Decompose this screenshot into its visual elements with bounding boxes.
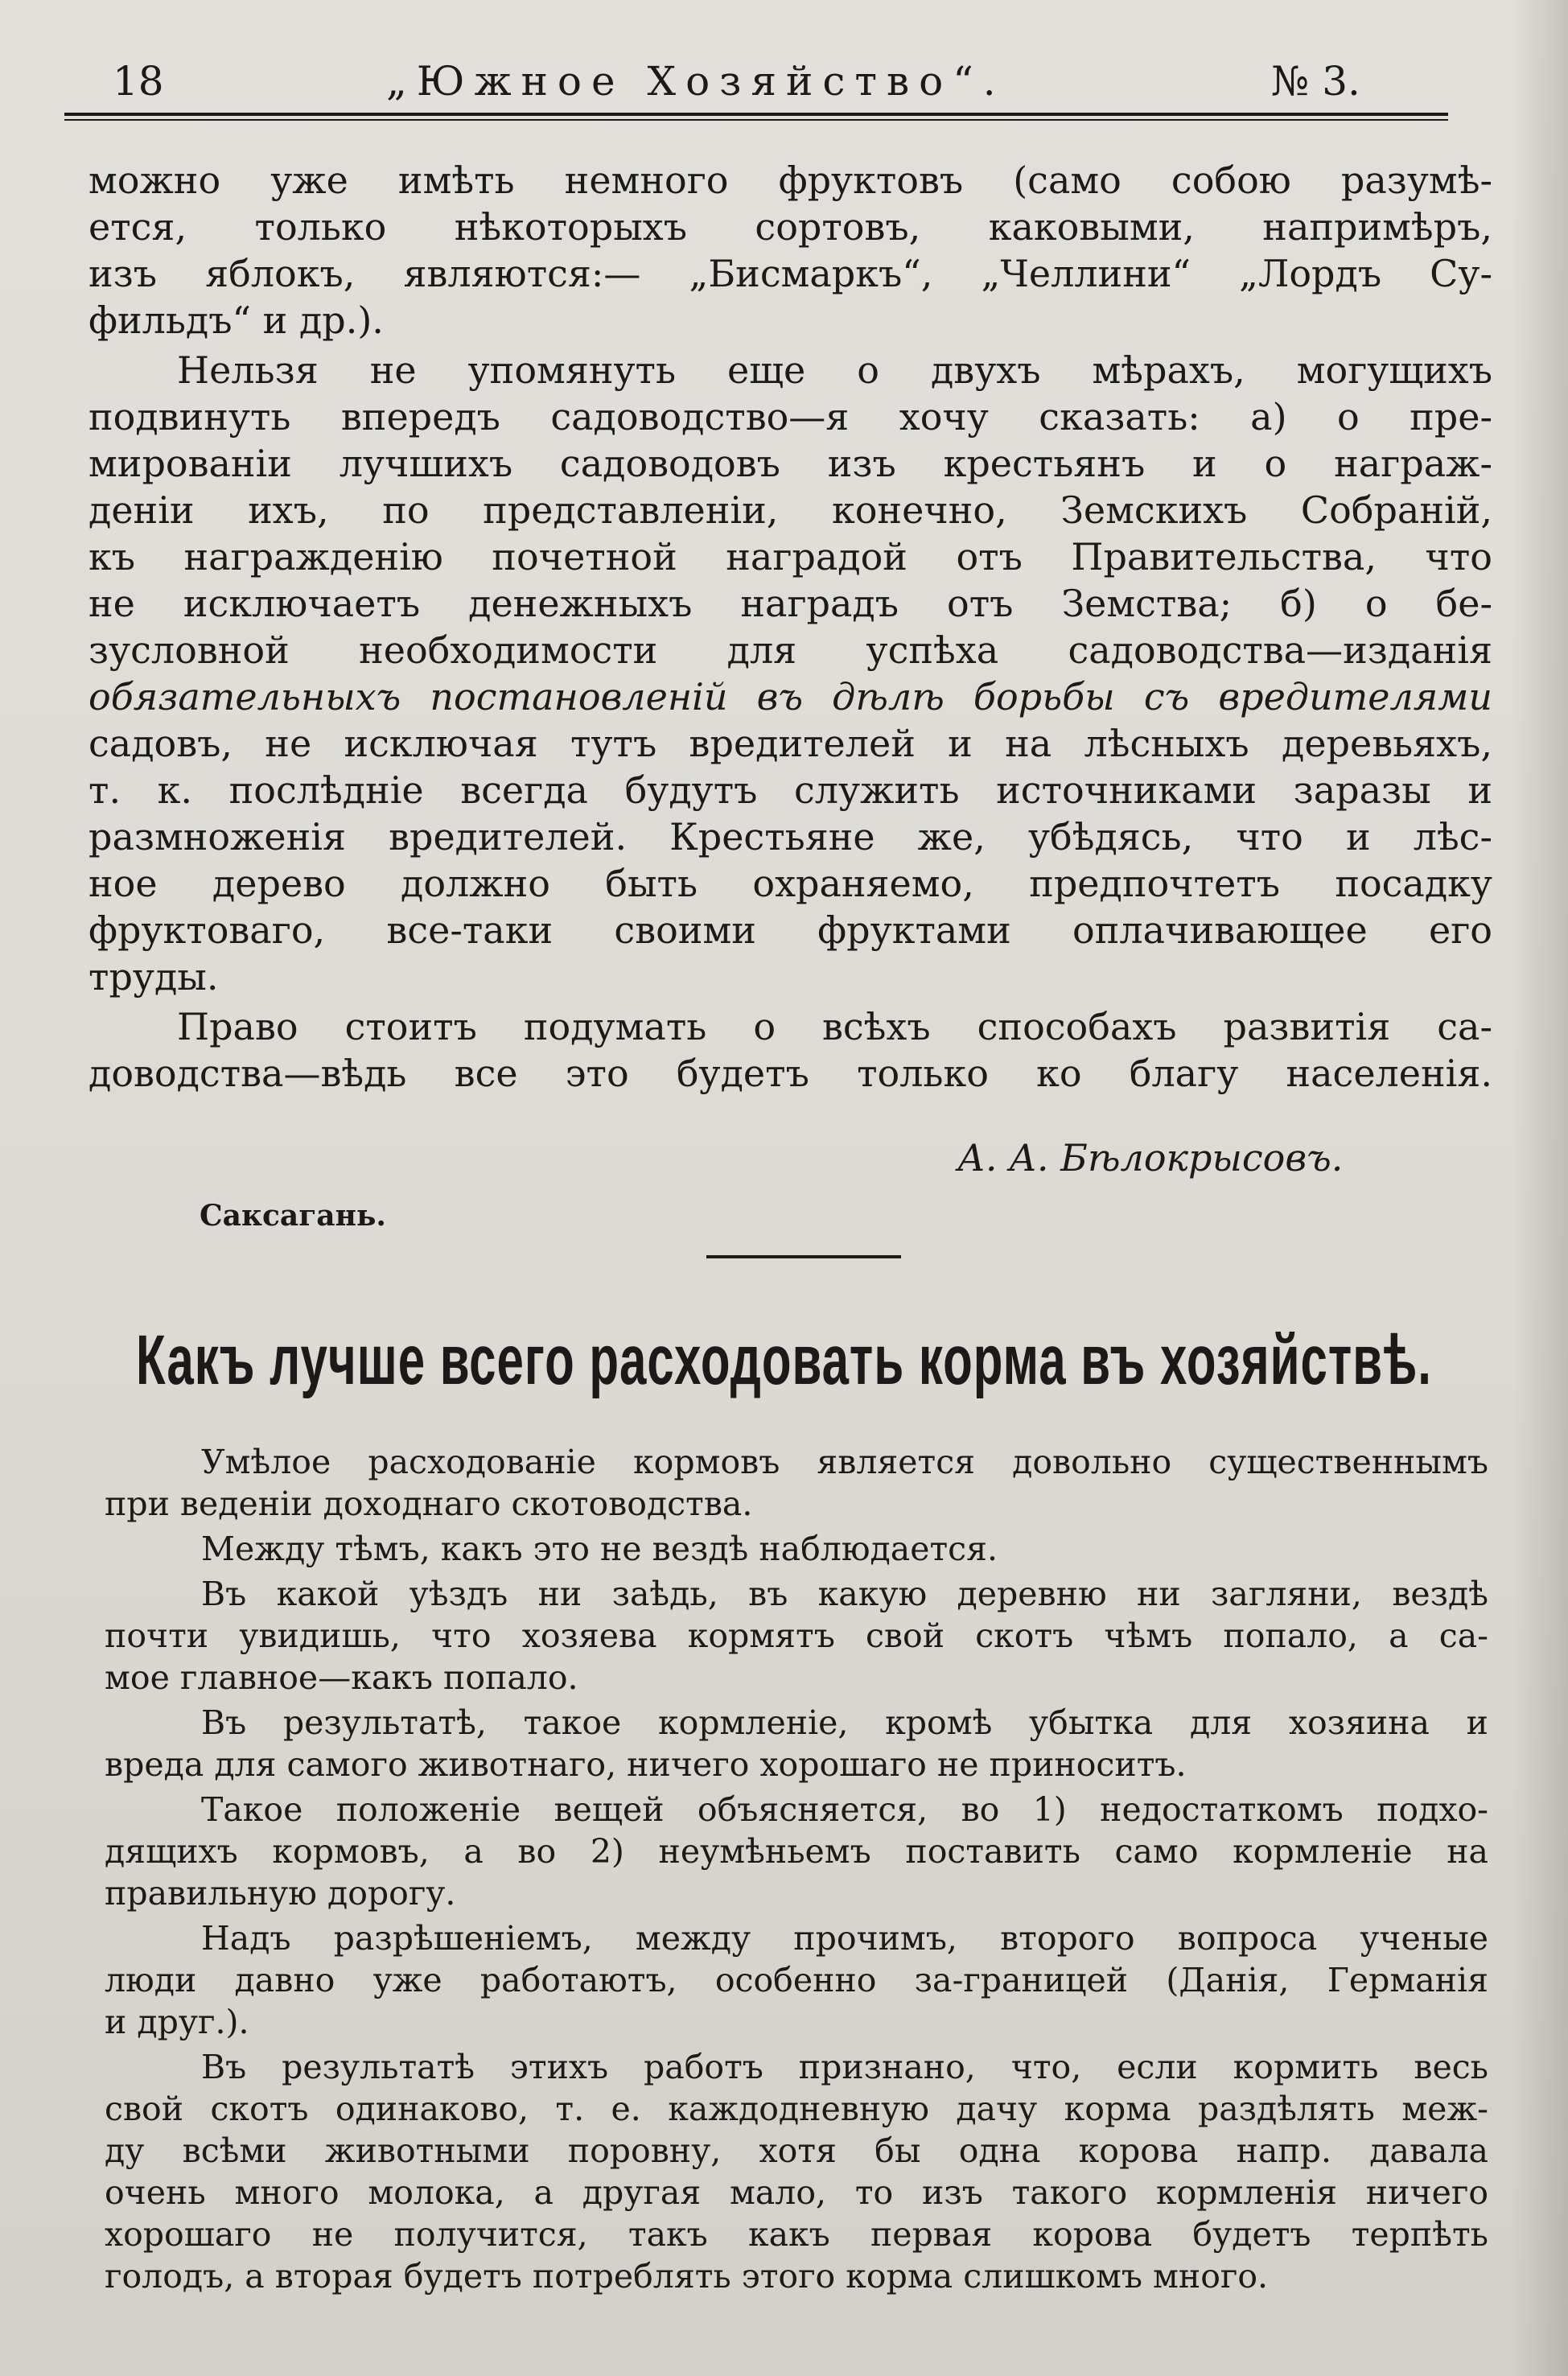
text-line: ду всѣми животными поровну, хотя бы одна корова напр. давала <box>105 2131 1488 2170</box>
article-2-title: Какъ лучше всего расходовать корма въ хозяйствѣ. <box>136 1320 1432 1399</box>
page-edge-shadow <box>1512 0 1568 2376</box>
running-head <box>64 58 1448 114</box>
journal-title: „Южное Хозяйство“. <box>386 58 1006 105</box>
text-line: фильдъ“ и др.). <box>88 299 384 342</box>
text-line: зусловной необходимости для успѣха садоводства—изданія <box>88 628 1492 672</box>
text-line: Въ результатѣ, такое кормленіе, кромѣ убытка для хозяина и <box>201 1703 1488 1742</box>
text-line: подвинуть впередъ садоводство—я хочу сказать: а) о пре- <box>88 395 1492 439</box>
text-line: къ награжденію почетной наградой отъ Правительства, что <box>88 535 1492 579</box>
text-line: Въ результатѣ этихъ работъ признано, что, если кормить весь <box>201 2048 1488 2086</box>
text-line: свой скотъ одинаково, т. е. каждодневную дачу корма раздѣлять меж- <box>105 2090 1488 2128</box>
text-line: вреда для самого животнаго, ничего хорошаго не приноситъ. <box>105 1745 1187 1784</box>
text-line: ное дерево должно быть охраняемо, предпочтетъ посадку <box>88 862 1492 905</box>
text-line: Нельзя не упомянуть еще о двухъ мѣрахъ, могущихъ <box>177 348 1492 392</box>
text-line: Надъ разрѣшеніемъ, между прочимъ, второго вопроса ученые <box>201 1919 1488 1958</box>
text-line: доводства—вѣдь все это будетъ только ко благу населенія. <box>88 1052 1492 1095</box>
header-rule <box>64 113 1448 116</box>
text-line: Между тѣмъ, какъ это не вездѣ наблюдается. <box>201 1530 998 1568</box>
text-line: хорошаго не получится, такъ какъ первая корова будетъ терпѣть <box>105 2215 1488 2254</box>
text-line: Такое положеніе вещей объясняется, во 1) недостаткомъ подхо- <box>201 1790 1488 1829</box>
text-line: изъ яблокъ, являются:— „Бисмаркъ“, „Челлини“ „Лордъ Су- <box>88 252 1492 295</box>
text-line: голодъ, а вторая будетъ потреблять этого корма слишкомъ много. <box>105 2257 1269 2296</box>
page-number: 18 <box>113 58 164 105</box>
text-line: дящихъ кормовъ, а во 2) неумѣньемъ поставить само кормленіе на <box>105 1832 1488 1871</box>
text-line: садовъ, не исключая тутъ вредителей и на лѣсныхъ деревьяхъ, <box>88 722 1492 765</box>
text-line: размноженія вредителей. Крестьяне же, убѣдясь, что и лѣс- <box>88 815 1492 859</box>
text-line: люди давно уже работаютъ, особенно за-границей (Данія, Германія <box>105 1961 1488 1999</box>
text-line: мированіи лучшихъ садоводовъ изъ крестьянъ и о награж- <box>88 442 1492 485</box>
text-line: Умѣлое расходованіе кормовъ является довольно существеннымъ <box>201 1443 1488 1481</box>
text-line: не исключаетъ денежныхъ наградъ отъ Земства; б) о бе- <box>88 582 1492 625</box>
text-line: мое главное—какъ попало. <box>105 1658 578 1697</box>
text-line: Въ какой уѣздъ ни заѣдь, въ какую деревню ни загляни, вездѣ <box>201 1575 1488 1613</box>
dateline-place: Саксагань. <box>200 1199 386 1233</box>
text-line: почти увидишь, что хозяева кормятъ свой скотъ чѣмъ попало, а са- <box>105 1616 1488 1655</box>
text-line: т. к. послѣдніе всегда будутъ служить источниками заразы и <box>88 768 1492 812</box>
text-line: ется, только нѣкоторыхъ сортовъ, каковыми, напримѣръ, <box>88 205 1492 249</box>
text-line: при веденіи доходнаго скотоводства. <box>105 1484 753 1523</box>
header-rule-thin <box>64 119 1448 121</box>
text-line: правильную дорогу. <box>105 1874 456 1913</box>
author-signature: А. А. Бѣлокрысовъ. <box>957 1136 1344 1180</box>
text-line: обязательныхъ постановленій въ дѣлѣ борьбы съ вредителями <box>88 675 1492 719</box>
text-line: фруктоваго, все-таки своими фруктами оплачивающее его <box>88 908 1492 952</box>
text-line: и друг.). <box>105 2003 249 2041</box>
text-line: очень много молока, а другая мало, то изъ такого кормленія ничего <box>105 2173 1488 2212</box>
text-line: можно уже имѣть немного фруктовъ (само собою разумѣ- <box>88 159 1492 202</box>
section-divider <box>706 1255 901 1258</box>
issue-number: № 3. <box>1271 58 1360 105</box>
text-line: Право стоитъ подумать о всѣхъ способахъ развитія са- <box>177 1005 1492 1048</box>
text-line: деніи ихъ, по представленіи, конечно, Земскихъ Собраній, <box>88 488 1492 532</box>
text-line: труды. <box>88 955 219 999</box>
